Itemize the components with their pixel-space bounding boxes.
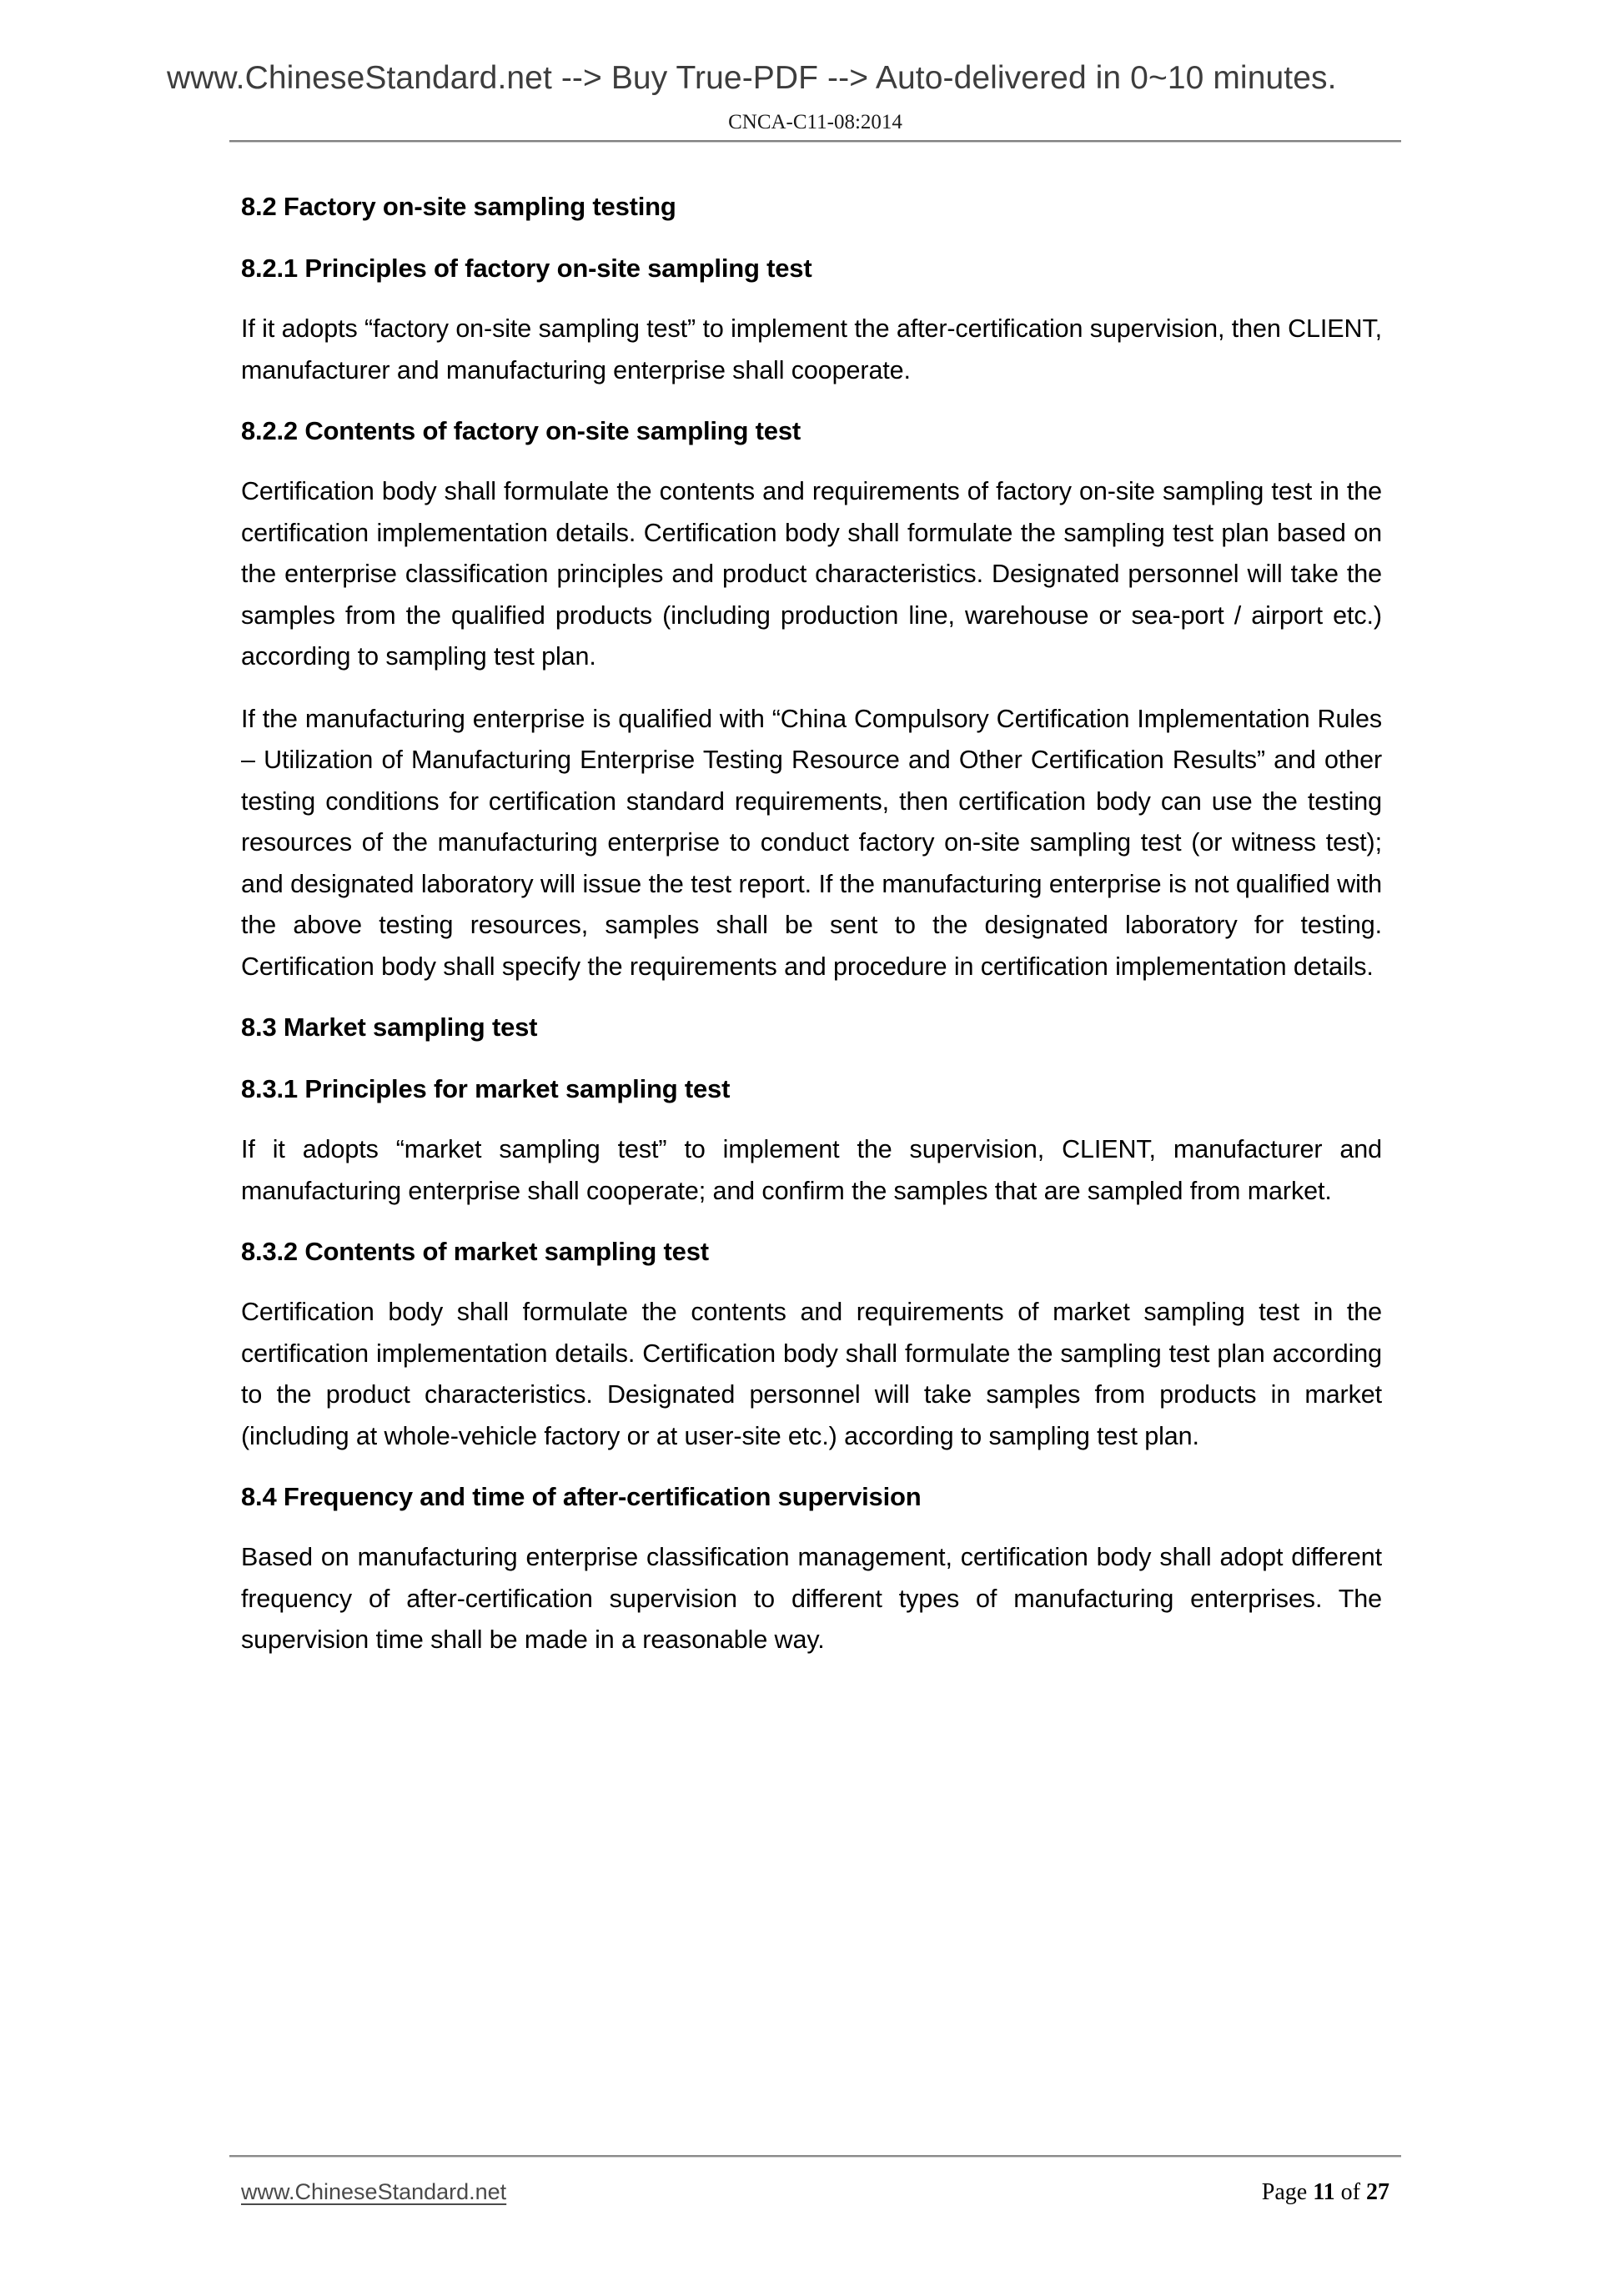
section-heading-8-2-1: 8.2.1 Principles of factory on-site sampling test — [241, 254, 812, 283]
section-heading-8-3-1: 8.3.1 Principles for market sampling test — [241, 1074, 731, 1103]
footer-site-link[interactable]: www.ChineseStandard.net — [241, 2179, 507, 2204]
standard-number: CNCA-C11-08:2014 — [728, 111, 902, 133]
footer-row — [229, 2179, 1401, 2206]
paragraph-8-4-1: Based on manufacturing enterprise classification management, certification body shall adopt different frequency of after-certification supervision to different types of manufacturing enterprises. The supervision time shall be made in a reasonable way. — [241, 1543, 1382, 1654]
document-header — [229, 110, 1401, 149]
document-footer — [229, 2148, 1401, 2206]
header-divider — [229, 140, 1401, 143]
page-label: Page — [1261, 2179, 1308, 2205]
paragraph-8-2-2-2: If the manufacturing enterprise is qualified with “China Compulsory Certification Implementation Rules – Utilization of Manufacturing Enterprise Testing Resource and Other Certification Results” and other testing conditions for certification standard requirements, then certification body can use the testing resources of the manufacturing enterprise to conduct factory on-site sampling test (or witness test); and designated laboratory will issue the test report. If the manufacturing enterprise is not qualified with the above testing resources, samples shall be sent to the designated laboratory for testing. Certification body shall specify the requirements and procedure in certification implementation details. — [241, 704, 1382, 981]
section-heading-8-3: 8.3 Market sampling test — [241, 1012, 538, 1042]
paragraph-8-3-1-1: If it adopts “market sampling test” to implement the supervision, CLIENT, manufacturer and manufacturing enterprise shall cooperate; and confirm the samples that are sampled from market. — [241, 1135, 1382, 1205]
paragraph-8-2-1-1: If it adopts “factory on-site sampling test” to implement the after-certification supervision, then CLIENT, manufacturer and manufacturing enterprise shall cooperate. — [241, 314, 1382, 384]
page-total: 27 — [1366, 2179, 1389, 2205]
page-number-info — [1262, 2179, 1389, 2206]
page-current: 11 — [1313, 2179, 1335, 2205]
section-heading-8-3-2: 8.3.2 Contents of market sampling test — [241, 1237, 709, 1266]
section-heading-8-2: 8.2 Factory on-site sampling testing — [241, 192, 676, 221]
paragraph-8-3-2-1: Certification body shall formulate the contents and requirements of market sampling test in the certification implementation details. Certification body shall formulate the sampling test plan according to the product characteristics. Designated personnel will take samples from products in market (including at whole-vehicle factory or at user-site etc.) according to sampling test plan. — [241, 1298, 1382, 1450]
footer-divider — [229, 2155, 1401, 2158]
promo-banner: www.ChineseStandard.net --> Buy True-PDF --> Auto-delivered in 0~10 minutes. — [167, 60, 1337, 96]
section-heading-8-4: 8.4 Frequency and time of after-certification supervision — [241, 1482, 922, 1511]
section-heading-8-2-2: 8.2.2 Contents of factory on-site sampling test — [241, 416, 801, 445]
page-of-label: of — [1340, 2179, 1360, 2205]
document-body — [241, 190, 1382, 1661]
paragraph-8-2-2-1: Certification body shall formulate the contents and requirements of factory on-site sampling test in the certification implementation details. Certification body shall formulate the sampling test plan based on the enterprise classification principles and product characteristics. Designated personnel will take the samples from the qualified products (including production line, warehouse or sea-port / airport etc.) according to sampling test plan. — [241, 477, 1382, 671]
